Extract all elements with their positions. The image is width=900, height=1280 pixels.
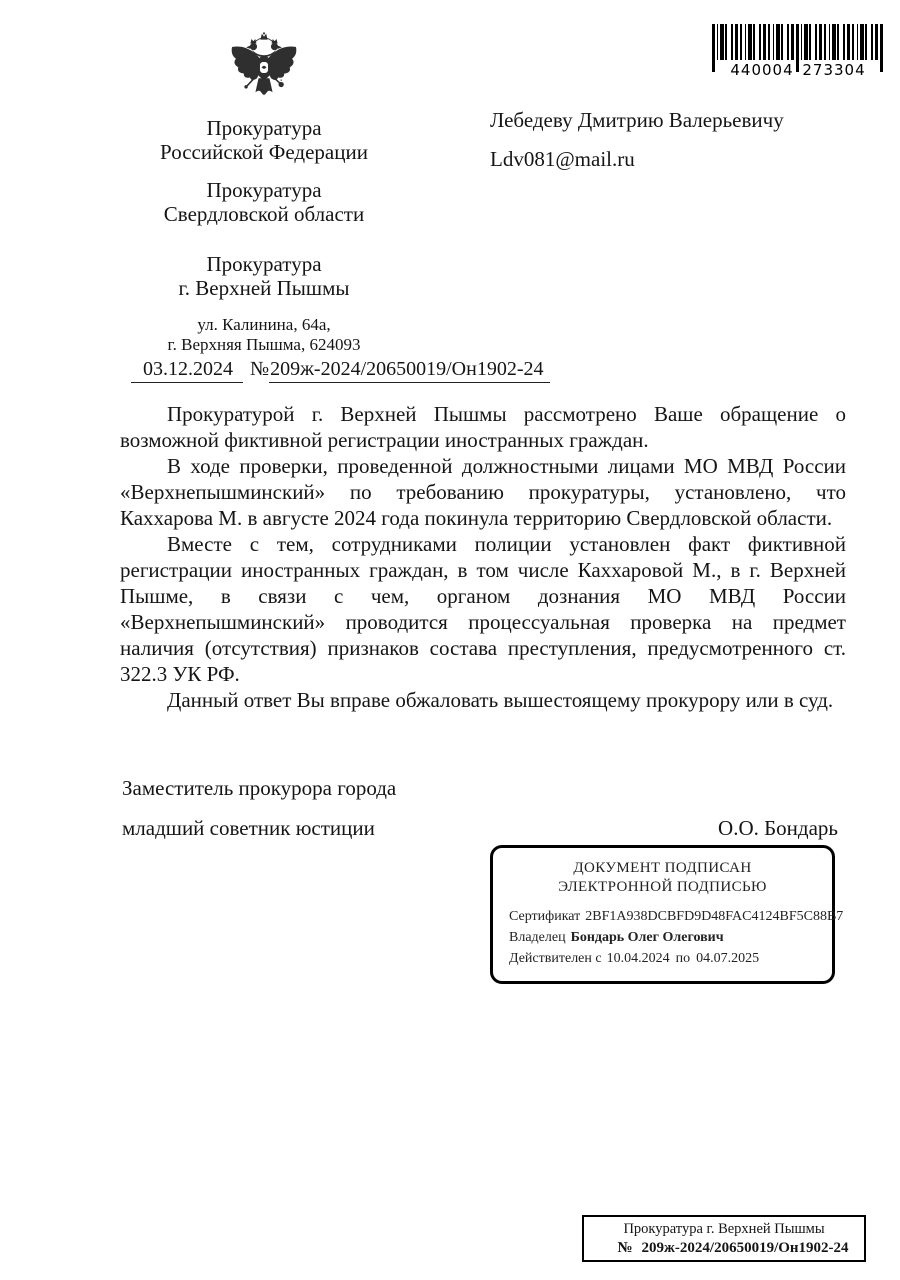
stamp-number-value: 209ж-2024/20650019/Он1902-24 [641, 1239, 849, 1256]
org-city [118, 252, 410, 300]
org-federal [118, 116, 410, 164]
org-federal-line1: Прокуратура [206, 116, 322, 140]
signer-position-line2: младший советник юстиции [122, 816, 375, 840]
signature-block [122, 776, 838, 841]
esign-certificate-value: 2BF1A938DCBFD9D48FAC4124BF5C88B7 [585, 909, 844, 924]
esign-validity-line [509, 948, 816, 969]
barcode-guard-bar [880, 24, 883, 72]
org-city-line2: г. Верхней Пышмы [178, 276, 350, 300]
org-address [118, 315, 410, 355]
org-region [118, 178, 410, 226]
body-paragraph: Данный ответ Вы вправе обжаловать вышестоящему прокурору или в суд. [167, 688, 834, 712]
barcode-bars-icon [712, 24, 884, 60]
barcode-digits-left: 440004 [730, 61, 794, 79]
org-region-line1: Прокуратура [206, 178, 322, 202]
russia-coat-of-arms-icon [225, 30, 303, 114]
addressee-name: Лебедеву Дмитрию Валерьевичу [490, 108, 784, 132]
org-city-line1: Прокуратура [206, 252, 322, 276]
barcode-guard-bar [796, 24, 799, 72]
addressee-block [490, 108, 784, 172]
esign-valid-to: 04.07.2025 [696, 951, 760, 966]
body-paragraph: Вместе с тем, сотрудниками полиции установлен факт фиктивной регистрации иностранных граждан, в том числе Каххаровой М., в г. Верхней Пышме, в связи с чем, органом дознания МО МВД России «Верхнепышминский» проводится процессуальная проверка на предмет наличия (отсутствия) признаков состава преступления, предусмотренного ст. 322.3 УК РФ. [120, 532, 846, 686]
stamp-number-line [584, 1239, 864, 1258]
signer-name: О.О. Бондарь [718, 816, 838, 840]
org-region-line2: Свердловской области [163, 202, 365, 226]
outgoing-date: 03.12.2024 [131, 357, 243, 383]
body-paragraph: Прокуратурой г. Верхней Пышмы рассмотрено Ваше обращение о возможной фиктивной регистрации иностранных граждан. [120, 402, 846, 452]
esign-valid-to-word: по [675, 951, 691, 966]
outgoing-number: 209ж-2024/20650019/Он1902-24 [269, 357, 549, 383]
esign-valid-from: 10.04.2024 [606, 951, 670, 966]
esign-certificate-line [509, 906, 844, 927]
esign-certificate-label: Сертификат [509, 909, 581, 924]
electronic-signature-stamp [490, 845, 844, 984]
esign-title-line1: ДОКУМЕНТ ПОДПИСАН [573, 860, 752, 876]
barcode-digits-right: 273304 [802, 61, 866, 79]
esign-details [509, 906, 844, 969]
esign-title-line2: ЭЛЕКТРОННОЙ ПОДПИСЬЮ [558, 879, 767, 895]
esign-owner-value: Бондарь Олег Олегович [570, 930, 724, 945]
letter-body [120, 401, 846, 713]
esign-title [509, 859, 816, 897]
stamp-office-name: Прокуратура г. Верхней Пышмы [623, 1220, 825, 1237]
org-address-line1: ул. Калинина, 64а, [197, 315, 331, 334]
org-address-line2: г. Верхняя Пышма, 624093 [167, 335, 361, 354]
addressee-email: Ldv081@mail.ru [490, 147, 635, 171]
esign-owner-line [509, 927, 816, 948]
stamp-number-sign: № [617, 1239, 633, 1256]
org-federal-line2: Российской Федерации [160, 140, 368, 164]
registration-barcode [712, 24, 884, 79]
letterhead [118, 30, 410, 355]
registration-stamp [582, 1215, 866, 1262]
outgoing-reference-line [131, 357, 550, 383]
esign-validity-label: Действителен с [509, 951, 602, 966]
barcode-guard-bar [712, 24, 715, 72]
esign-owner-label: Владелец [509, 930, 566, 945]
number-sign: № [250, 358, 270, 380]
body-paragraph: В ходе проверки, проведенной должностными лицами МО МВД России «Верхнепышминский» по требованию прокуратуры, установлено, что Каххарова М. в августе 2024 года покинула территорию Свердловской области. [120, 454, 846, 530]
signer-position-line1: Заместитель прокурора города [122, 776, 397, 800]
